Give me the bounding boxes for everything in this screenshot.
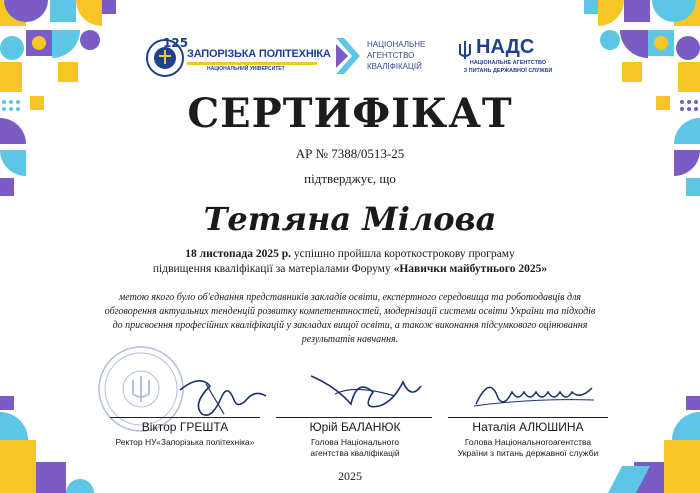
zntu-underline — [187, 62, 317, 65]
signature-2 — [305, 364, 425, 414]
purpose-line-4: результатів навчання. — [301, 334, 399, 345]
signature-3 — [470, 374, 600, 414]
purpose-line-2: обговорення актуальних тенденцій розвитку компетентностей, модернізації системи освіти України та підходів — [104, 306, 596, 317]
certificate-title: СЕРТИФІКАТ — [187, 90, 513, 137]
signature-line-2 — [276, 417, 432, 418]
nads-logo — [456, 36, 566, 82]
zntu-subtitle: НАЦІОНАЛЬНИЙ УНІВЕРСИТЕТ — [207, 66, 285, 72]
signature-line-1 — [110, 417, 260, 418]
signatory-2-role-2: агентства кваліфікацій — [310, 448, 400, 458]
signature-line-3 — [448, 417, 608, 418]
zntu-logo — [145, 36, 331, 82]
signatory-3-role-2: України з питань державної служби — [457, 448, 599, 458]
nads-name: НАДС — [476, 36, 535, 58]
nak-line1: НАЦІОНАЛЬНЕ — [367, 40, 426, 49]
trident-icon — [458, 40, 472, 60]
nads-line1: НАЦІОНАЛЬНЕ АГЕНТСТВО — [469, 60, 547, 66]
signatory-2-name: Юрій БАЛАНЮК — [309, 420, 401, 434]
completion-date: 18 листопада 2025 р. — [185, 248, 292, 260]
recipient-name: Тетяна Мілова — [203, 200, 497, 238]
signature-1 — [170, 370, 280, 420]
purpose-line-3: до присвоєння професійних кваліфікацій у закладах вищої освіти, а також виконання підсумкового оцінювання — [112, 320, 588, 331]
signatory-3-role-1: Голова Національногоагентства — [464, 437, 592, 447]
nak-logo — [334, 36, 444, 80]
program-line-1-text: успішно пройшла короткострокову програму — [291, 248, 515, 260]
signatory-2-role-1: Голова Національного — [310, 437, 400, 447]
program-line-2 — [0, 263, 700, 275]
signatory-3-name: Наталія АЛЮШИНА — [472, 420, 584, 434]
nak-line2: АГЕНТСТВО — [367, 51, 415, 60]
program-line-2-text: підвищення кваліфікації за матеріалами Форуму — [152, 263, 394, 275]
certificate-year: 2025 — [338, 469, 362, 483]
nak-line3: КВАЛІФІКАЦІЙ — [367, 62, 422, 71]
zntu-name: ЗАПОРІЗЬКА ПОЛІТЕХНІКА — [187, 48, 331, 60]
nads-line2: З ПИТАНЬ ДЕРЖАВНОЇ СЛУЖБИ — [463, 68, 553, 74]
program-line-1 — [0, 248, 700, 260]
purpose-line-1: метою якого було об'єднання представників закладів освіти, експертного середовища та роботодавців для — [118, 292, 582, 303]
signatory-1-role: Ректор НУ«Запорізька політехніка» — [115, 437, 255, 447]
certificate-number: АР № 7388/0513-25 — [295, 146, 405, 161]
nak-chevron-icon — [334, 36, 362, 76]
confirms-text: підтверджує, що — [304, 171, 396, 186]
forum-name: «Навички майбутнього 2025» — [393, 263, 548, 275]
zntu-number: 125 — [163, 36, 189, 50]
signatory-1-name: Віктор ГРЕШТА — [141, 420, 229, 434]
